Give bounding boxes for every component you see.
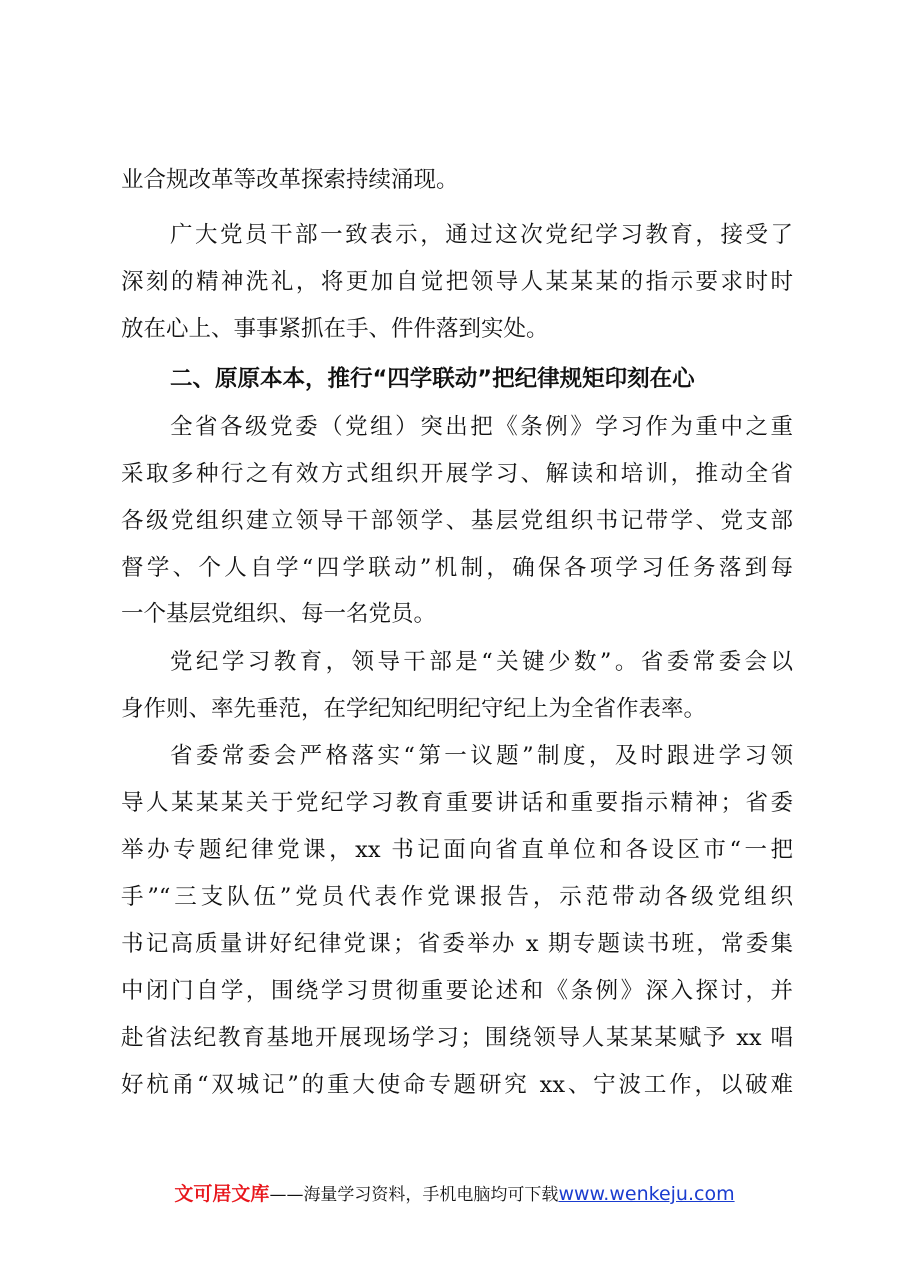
paragraph-line: 省委常委会严格落实“第一议题”制度，及时跟进学习领 [170, 743, 793, 769]
paragraph-line: 全省各级党委（党组）突出把《条例》学习作为重中之重 [170, 414, 793, 440]
paragraph-line: 放在心上、事事紧抓在手、件件落到实处。 [121, 316, 549, 342]
paragraph-line: 督学、个人自学“四学联动”机制，确保各项学习任务落到每 [121, 555, 793, 581]
paragraph-line: 书记高质量讲好纪律党课；省委举办 x 期专题读书班，常委集 [121, 931, 793, 957]
paragraph-line: 导人某某某关于党纪学习教育重要讲话和重要指示精神；省委 [121, 790, 793, 816]
paragraph-line: 业合规改革等改革探索持续涌现。 [121, 167, 459, 193]
paragraph-line: 深刻的精神洗礼，将更加自觉把领导人某某某的指示要求时时 [121, 269, 793, 295]
paragraph-line: 赴省法纪教育基地开展现场学习；围绕领导人某某某赋予 xx 唱 [121, 1025, 793, 1051]
paragraph-line: 中闭门自学，围绕学习贯彻重要论述和《条例》深入探讨，并 [121, 978, 793, 1004]
paragraph-line: 党纪学习教育，领导干部是“关键少数”。省委常委会以 [170, 649, 793, 675]
footer-brand: 文可居文库 [174, 1183, 270, 1205]
paragraph-line: 一个基层党组织、每一名党员。 [121, 601, 437, 627]
section-heading: 二、原原本本，推行“四学联动”把纪律规矩印刻在心 [170, 366, 695, 392]
paragraph-line: 好杭甬“双城记”的重大使命专题研究 xx、宁波工作，以破难 [121, 1072, 793, 1098]
paragraph-line: 各级党组织建立领导干部领学、基层党组织书记带学、党支部 [121, 508, 793, 534]
paragraph-line: 采取多种行之有效方式组织开展学习、解读和培训，推动全省 [121, 461, 793, 487]
paragraph-line: 举办专题纪律党课，xx 书记面向省直单位和各设区市“一把 [121, 837, 793, 863]
footer-tagline: ——海量学习资料，手机电脑均可下载 [269, 1185, 559, 1205]
paragraph-line: 广大党员干部一致表示，通过这次党纪学习教育，接受了 [170, 222, 793, 248]
footer-banner [0, 1180, 909, 1209]
footer-link[interactable]: www.wenkeju.com [558, 1183, 735, 1205]
paragraph-line: 手”“三支队伍”党员代表作党课报告，示范带动各级党组织 [121, 884, 793, 910]
paragraph-line: 身作则、率先垂范，在学纪知纪明纪守纪上为全省作表率。 [121, 696, 707, 722]
